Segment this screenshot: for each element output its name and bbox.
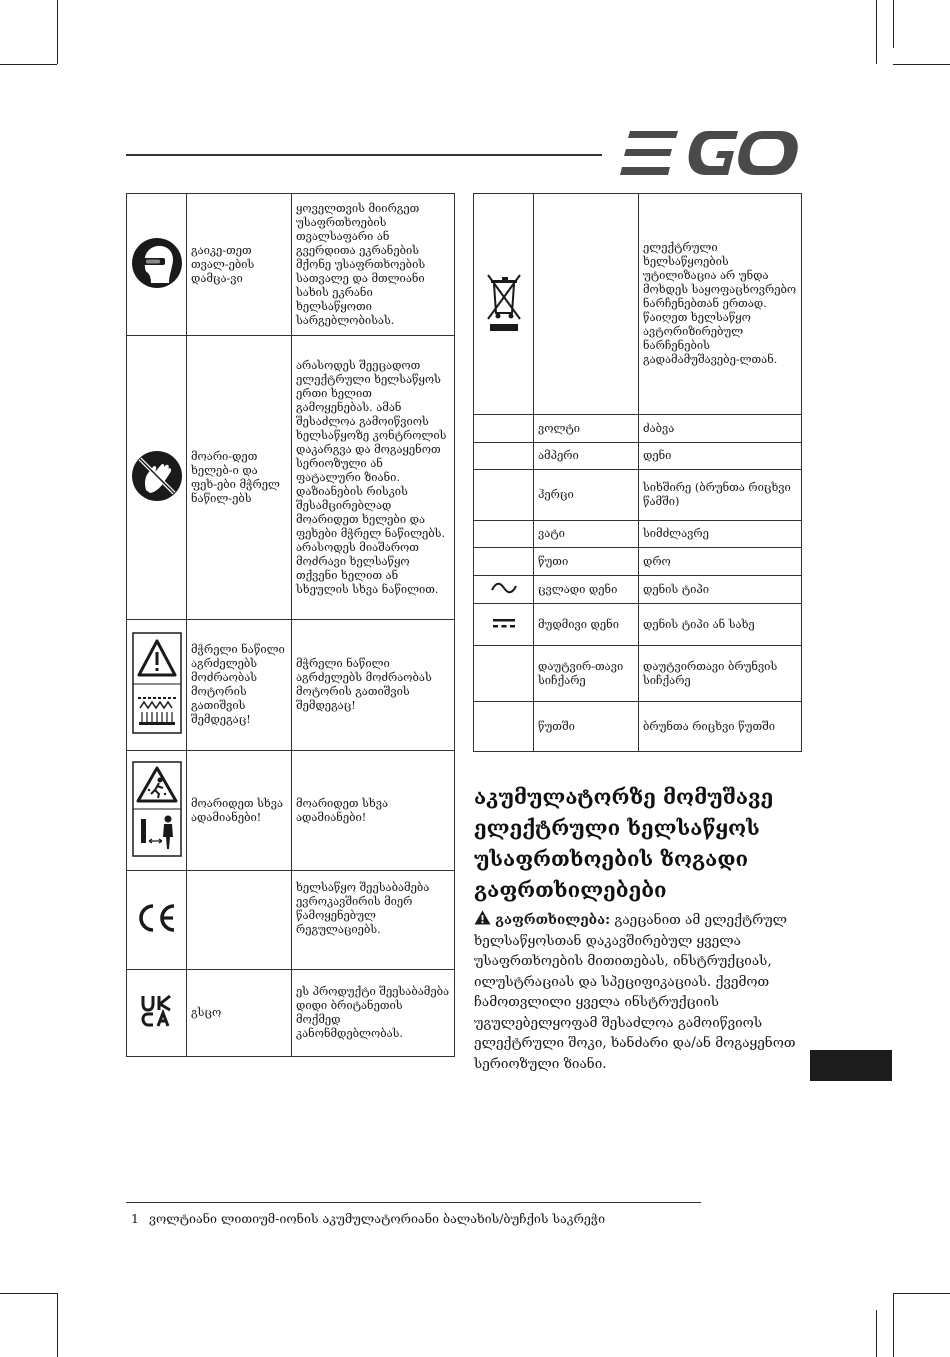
row-description: დაუტვირთავი ბრუნვის სიჩქარე: [639, 646, 802, 702]
row-name: ჰერცი: [534, 470, 639, 521]
table-row: [474, 646, 802, 702]
crop-mark: [876, 1310, 877, 1357]
row-name: გაიკე-თეთ თვალ-ების დამცა-ვი: [187, 194, 292, 336]
row-description: მჭრელი ნაწილი აგრძელებს მოძრაობას მოტორის გათიშვის შემდეგაც!: [292, 620, 455, 751]
weee-bin-icon: [484, 271, 524, 333]
row-description: ბრუნთა რიცხვი წუთში: [639, 702, 802, 752]
row-description: დენი: [639, 443, 802, 470]
ego-logo: [616, 129, 800, 177]
row-name: [187, 871, 292, 970]
direct-current-icon-cell: [474, 604, 534, 646]
row-description: დენის ტიპი ან სახე: [639, 604, 802, 646]
crop-mark: [893, 1293, 950, 1294]
row-name: გსცო: [187, 970, 292, 1057]
alternating-current-icon-cell: [474, 576, 534, 604]
crop-mark: [57, 1293, 58, 1357]
table-row: [474, 521, 802, 548]
keep-bystanders-away-icon: [132, 761, 182, 857]
eye-protection-icon-cell: [127, 194, 187, 336]
ce-mark-icon: [136, 903, 178, 933]
table-row: [474, 443, 802, 470]
row-name: ვატი: [534, 521, 639, 548]
alternating-current-icon: [490, 581, 518, 595]
table-row: [474, 548, 802, 576]
warning-label: გაფრთხილება:: [495, 912, 611, 928]
table-row: [127, 336, 455, 620]
row-description: დენის ტიპი: [639, 576, 802, 604]
row-description: დრო: [639, 548, 802, 576]
symbols-table-right: [473, 193, 802, 752]
table-row: [474, 415, 802, 443]
symbol-cell: [474, 702, 534, 752]
crop-mark: [893, 1293, 894, 1357]
header-rule: [126, 154, 602, 156]
keep-bystanders-away-icon-cell: [127, 751, 187, 871]
row-name: მუდმივი დენი: [534, 604, 639, 646]
moving-blade-warning-icon: [132, 632, 182, 734]
row-name: მოარიდეთ სხვა ადამიანები!: [187, 751, 292, 871]
section-heading: აკუმულატორზე მომუშავე ელექტრული ხელსაწყოს უსაფრთხოების ზოგადი გაფრთხილებები: [474, 785, 774, 902]
row-description: ელექტრული ხელსაწყოების უტილიზაცია არ უნდა მოხდეს საყოფაცხოვრებო ნარჩენებთან ერთად. წაიღეთ ხელსაწყო ავტორიზირებულ ნარჩენების გადამამუშავებე-ლთან.: [639, 194, 802, 415]
row-name: დაუტვირ-თავი სიჩქარე: [534, 646, 639, 702]
row-description: ძაბვა: [639, 415, 802, 443]
footnote-text: ვოლტიანი ლითიუმ-იონის აკუმულატორიანი ბალახის/ბუჩქის საკრეჭი: [149, 1211, 606, 1226]
crop-mark: [57, 0, 58, 64]
warning-text: გაეცანით ამ ელექტრულ ხელსაწყოსთან დაკავშირებულ ყველა უსაფრთხოების მითითებას, ინსტრუქციას, ილუსტრაციას და სპეციფიკაციას. ქვემოთ ჩამოთვლილი ყველა ინსტრუქციის უგულებელყოფამ შესაძლოა გამოიწვიოს ელექტრული შოკი, ხანძარი და/ან მოგაყენოთ სერიოზული ზიანი.: [474, 912, 796, 1072]
direct-current-icon: [490, 616, 518, 630]
keep-hands-away-icon: [131, 450, 183, 502]
row-description: სიმძლავრე: [639, 521, 802, 548]
footnote: [131, 1210, 605, 1228]
row-name: ვოლტი: [534, 415, 639, 443]
row-name: [534, 194, 639, 415]
row-name: წუთი: [534, 548, 639, 576]
page-tab: [810, 1050, 892, 1081]
table-row: [127, 871, 455, 970]
row-name: ცვლადი დენი: [534, 576, 639, 604]
footnote-number: 1: [131, 1211, 139, 1226]
crop-mark: [893, 0, 894, 48]
crop-mark: [0, 1293, 57, 1294]
row-name: წუთში: [534, 702, 639, 752]
row-name: ამპერი: [534, 443, 639, 470]
row-description: ეს პროდუქტი შეესაბამება დიდი ბრიტანეთის მოქმედ კანონმდებლობას.: [292, 970, 455, 1057]
row-description: ყოველთვის მიირგეთ უსაფრთხოების თვალსაფარი ან გვერდითა ეკრანების მქონე უსაფრთხოების სათვალე და მთლიანი სახის ეკრანი ხელსაწყოთი სარგებლობისას.: [292, 194, 455, 336]
symbol-cell: [474, 646, 534, 702]
ukca-mark-icon: [140, 994, 174, 1028]
symbol-cell: [474, 415, 534, 443]
weee-bin-icon-cell: [474, 194, 534, 415]
ukca-mark-icon-cell: [127, 970, 187, 1057]
row-name: მჭრელი ნაწილი აგრძელებს მოძრაობას მოტორის გათიშვის შემდეგაც!: [187, 620, 292, 751]
table-row: [474, 604, 802, 646]
crop-mark: [893, 64, 950, 65]
table-row: [127, 620, 455, 751]
row-description: სიხშირე (ბრუნთა რიცხვი წამში): [639, 470, 802, 521]
crop-mark: [876, 0, 877, 64]
warning-triangle-icon: [474, 910, 491, 925]
table-row: [127, 970, 455, 1057]
table-row: [474, 576, 802, 604]
row-name: მოარი-დეთ ხელებ-ი და ფეხ-ები მჭრელ ნაწილ-ებს: [187, 336, 292, 620]
table-row: [474, 702, 802, 752]
row-description: არასოდეს შეეცადოთ ელექტრული ხელსაწყოს ერთი ხელით გამოყენებას. ამან შესაძლოა გამოიწვიოს ხელსაწყოზე კონტროლის დაკარგვა და მოგაყენოთ სერიოზული ან ფატალური ზიანი. დაზიანების რისკის შესამცირებლად მოარიდეთ ხელები და ფეხები მჭრელ ნაწილებს. არასოდეს მიაშაროთ მოძრავი ხელსაწყო თქვენი ხელით ან სხეულის სხვა ნაწილით.: [292, 336, 455, 620]
symbol-cell: [474, 470, 534, 521]
symbol-cell: [474, 443, 534, 470]
symbol-cell: [474, 521, 534, 548]
table-row: [127, 751, 455, 871]
symbols-table-left: [126, 193, 455, 1057]
crop-mark: [0, 64, 57, 65]
table-row: [127, 194, 455, 336]
table-row: [474, 470, 802, 521]
eye-protection-icon: [131, 237, 183, 289]
keep-hands-away-icon-cell: [127, 336, 187, 620]
warning-block: [474, 910, 804, 1074]
ce-mark-icon-cell: [127, 871, 187, 970]
table-row: [474, 194, 802, 415]
row-description: ხელსაწყო შეესაბამება ევროკავშირის მიერ წამოყენებულ რეგულაციებს.: [292, 871, 455, 970]
row-description: მოარიდეთ სხვა ადამიანები!: [292, 751, 455, 871]
moving-blade-warning-icon-cell: [127, 620, 187, 751]
footer-rule: [126, 1202, 701, 1203]
symbol-cell: [474, 548, 534, 576]
